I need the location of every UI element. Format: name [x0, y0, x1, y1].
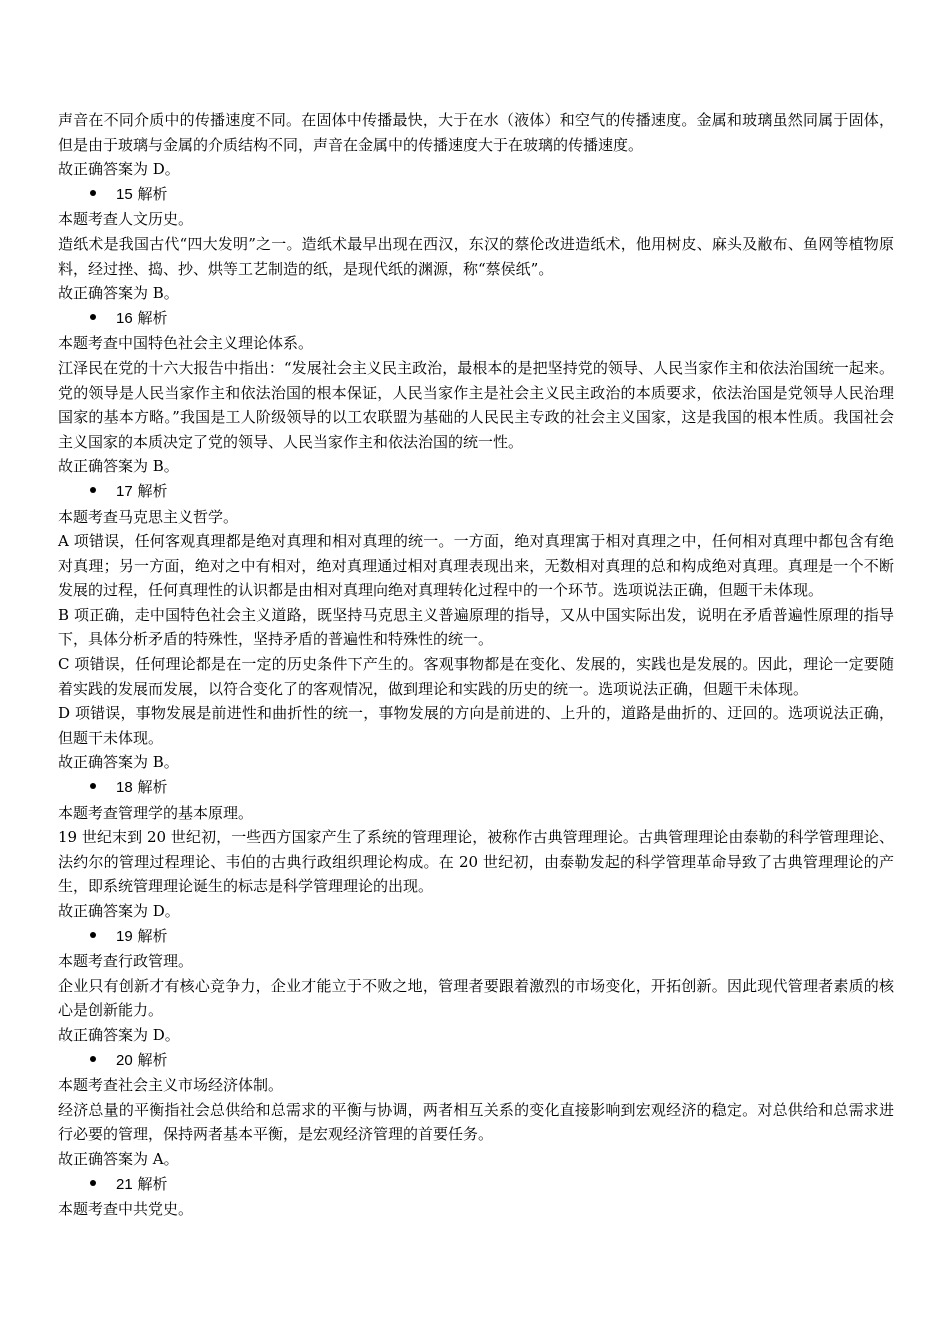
bullet-icon: [90, 190, 96, 196]
answer-line: 故正确答案为 D。: [58, 1025, 180, 1044]
option-d-paragraph: D 项错误，事物发展是前进性和曲折性的统一，事物发展的方向是前进的、上升的，道路是曲折的、迂回的。选项说法正确，但题干未体现。: [58, 704, 894, 747]
paragraph: 造纸术是我国古代“四大发明”之一。造纸术最早出现在西汉，东汉的蔡伦改进造纸术，他用树皮、麻头及敝布、鱼网等植物原料，经过挫、捣、抄、烘等工艺制造的纸，是现代纸的渊源，称“蔡侯纸”。: [58, 234, 894, 278]
answer-line: 故正确答案为 B。: [58, 284, 179, 303]
option-a-paragraph: A 项错误，任何客观真理都是绝对真理和相对真理的统一。一方面，绝对真理寓于相对真理之中，任何相对真理中都包含有绝对真理；另一方面，绝对之中有相对，绝对真理通过相对真理表现出来，无数相对真理的总和构成绝对真理。真理是一个不断发展的过程，任何真理性的认识都是由相对真理向绝对真理转化过程中的一个环节。选项说法正确，但题干未体现。: [58, 532, 894, 600]
section-heading-20: 20 解析: [58, 1048, 894, 1074]
answer-line: 故正确答案为 B。: [58, 753, 179, 772]
answer-line: 故正确答案为 B。: [58, 457, 179, 476]
bullet-icon: [90, 1056, 96, 1062]
option-b-paragraph: B 项正确，走中国特色社会主义道路，既坚持马克思主义普遍原理的指导，又从中国实际出发，说明在矛盾普遍性原理的指导下，具体分析矛盾的特殊性，坚持矛盾的普遍性和特殊性的统一。: [58, 605, 894, 649]
topic-line: 本题考查中国特色社会主义理论体系。: [58, 334, 314, 353]
paragraph: 19 世纪末到 20 世纪初，一些西方国家产生了系统的管理理论，被称作古典管理理论。古典管理理论由泰勒的科学管理理论、法约尔的管理过程理论、韦伯的古典行政组织理论构成。在 20 世纪初，由泰勒发起的科学管理革命导致了古典管理理论的产生，即系统管理理论诞生的标志是科学管理理论的出现。: [58, 828, 894, 896]
section-heading-19: 19 解析: [58, 924, 894, 950]
section-heading-21: 21 解析: [58, 1172, 894, 1198]
paragraph: 江泽民在党的十六大报告中指出：“发展社会主义民主政治，最根本的是把坚持党的领导、人民当家作主和依法治国统一起来。党的领导是人民当家作主和依法治国的根本保证，人民当家作主是社会主义民主政治的本质要求，依法治国是党领导人民治理国家的基本方略。”我国是工人阶级领导的以工农联盟为基础的人民民主专政的社会主义国家，这是我国的根本性质。我国社会主义国家的本质决定了党的领导、人民当家作主和依法治国的统一性。: [58, 358, 894, 451]
answer-line: 故正确答案为 D。: [58, 160, 180, 179]
section-heading-17: 17 解析: [58, 479, 894, 505]
section-heading-15: 15 解析: [58, 182, 894, 208]
topic-line: 本题考查社会主义市场经济体制。: [58, 1076, 284, 1095]
bullet-icon: [90, 1180, 96, 1186]
answer-line: 故正确答案为 D。: [58, 902, 180, 920]
topic-line: 本题考查行政管理。: [58, 952, 194, 971]
section-heading-18: 18 解析: [58, 775, 894, 801]
topic-line: 本题考查中共党史。: [58, 1200, 194, 1219]
paragraph: 经济总量的平衡指社会总供给和总需求的平衡与协调，两者相互关系的变化直接影响到宏观经济的稳定。对总供给和总需求进行必要的管理，保持两者基本平衡，是宏观经济管理的首要任务。: [58, 1100, 894, 1144]
bullet-icon: [90, 487, 96, 493]
bullet-icon: [90, 314, 96, 320]
topic-line: 本题考查人文历史。: [58, 210, 194, 229]
bullet-icon: [90, 783, 96, 789]
option-c-paragraph: C 项错误，任何理论都是在一定的历史条件下产生的。客观事物都是在变化、发展的，实践也是发展的。因此，理论一定要随着实践的发展而发展，以符合变化了的客观情况，做到理论和实践的历史的统一。选项说法正确，但题干未体现。: [58, 655, 894, 698]
paragraph: 声音在不同介质中的传播速度不同。在固体中传播最快，大于在水（液体）和空气的传播速度。金属和玻璃虽然同属于固体，但是由于玻璃与金属的介质结构不同，声音在金属中的传播速度大于在玻璃的传播速度。: [58, 111, 894, 154]
bullet-icon: [90, 932, 96, 938]
topic-line: 本题考查管理学的基本原理。: [58, 803, 254, 822]
paragraph: 企业只有创新才有核心竞争力，企业才能立于不败之地，管理者要跟着激烈的市场变化，开拓创新。因此现代管理者素质的核心是创新能力。: [58, 976, 894, 1020]
answer-line: 故正确答案为 A。: [58, 1149, 179, 1168]
topic-line: 本题考查马克思主义哲学。: [58, 507, 239, 526]
section-heading-16: 16 解析: [58, 306, 894, 332]
